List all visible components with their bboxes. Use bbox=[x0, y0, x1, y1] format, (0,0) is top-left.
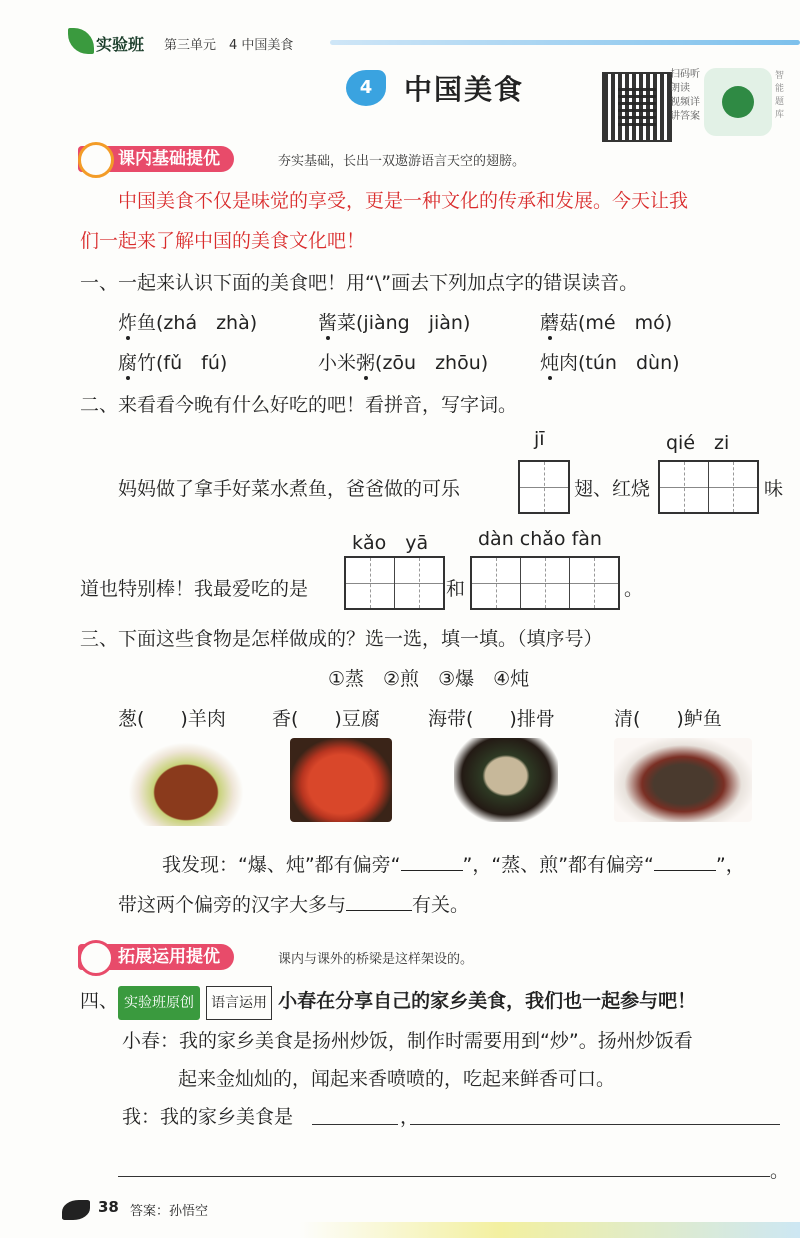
writing-grid-qiezi[interactable] bbox=[658, 460, 759, 514]
qr-caption: 扫码听朗读 视频详讲答案 bbox=[670, 69, 700, 122]
q4-xiaochun-line-2: 起来金灿灿的，闻起来香喷喷的，吃起来鲜香可口。 bbox=[178, 1068, 616, 1090]
q3-food-2: 香( )豆腐 bbox=[272, 708, 380, 730]
dotted-char: 炖 bbox=[540, 352, 560, 374]
q2-sentence-2c: 。 bbox=[624, 578, 644, 600]
q3-finding-line-1: 我发现：“爆、炖”都有偏旁“ ”，“蒸、煎”都有偏旁“ ”， bbox=[162, 854, 745, 876]
writing-grid-danchaofan[interactable] bbox=[470, 556, 620, 610]
q1-item-1: 炸鱼(zhá zhà) bbox=[118, 312, 258, 334]
q1-item-2: 酱菜(jiàng jiàn) bbox=[318, 312, 471, 334]
tag-original: 实验班原创 bbox=[118, 986, 200, 1020]
page-footer bbox=[0, 1196, 800, 1238]
q4-comma: ， bbox=[400, 1106, 420, 1128]
food-photo-ribs bbox=[454, 738, 558, 822]
dotted-char: 酱 bbox=[318, 312, 338, 334]
app-caption: 智能题库 bbox=[775, 71, 785, 120]
section-motto: 课内与课外的桥梁是这样架设的。 bbox=[278, 952, 474, 967]
unit-label: 第三单元 4 中国美食 bbox=[164, 38, 294, 53]
app-logo-icon bbox=[704, 68, 772, 136]
pinyin-danchaofan: dàn chǎo fàn bbox=[478, 528, 602, 550]
q3-options: ①蒸 ②煎 ③爆 ④炖 bbox=[328, 668, 530, 690]
dotted-char: 粥 bbox=[356, 352, 376, 374]
section-banner-extension bbox=[78, 944, 778, 972]
q3-food-4: 清( )鲈鱼 bbox=[614, 708, 722, 730]
question-3-title: 三、下面这些食物是怎样做成的？选一选，填一填。（填序号） bbox=[80, 628, 603, 650]
food-photo-lamb bbox=[128, 742, 244, 826]
q1-item-3: 蘑菇(mé mó) bbox=[540, 312, 673, 334]
q4-me-label: 我：我的家乡美食是 bbox=[122, 1106, 294, 1128]
food-photo-tofu bbox=[290, 738, 392, 822]
section-banner-basic bbox=[78, 146, 778, 174]
section-motto: 夯实基础，长出一双遨游语言天空的翅膀。 bbox=[278, 154, 526, 169]
q1-item-5: 小米粥(zōu zhōu) bbox=[318, 352, 489, 374]
q3-finding-line-2: 带这两个偏旁的汉字大多与 有关。 bbox=[118, 894, 470, 916]
q2-sentence-2a: 道也特别棒！我最爱吃的是 bbox=[80, 578, 309, 600]
monkey-icon bbox=[62, 1200, 90, 1220]
description-blank-2[interactable] bbox=[118, 1176, 770, 1177]
answer-blank[interactable] bbox=[654, 870, 716, 871]
q3-food-3: 海带( )排骨 bbox=[428, 708, 555, 730]
qr-code-icon[interactable] bbox=[602, 72, 672, 142]
rainbow-icon bbox=[78, 142, 114, 178]
lesson-number-badge: 4 bbox=[346, 70, 386, 106]
q2-sentence-1a: 妈妈做了拿手好菜水煮鱼，爸爸做的可乐 bbox=[118, 478, 461, 500]
q4-xiaochun-line-1: 小春：我的家乡美食是扬州炒饭，制作时需要用到“炒”。扬州炒饭看 bbox=[122, 1030, 693, 1052]
question-4-title: 四、 实验班原创 语言运用 小春在分享自己的家乡美食，我们也一起参与吧！ bbox=[80, 986, 696, 1020]
page-header bbox=[60, 28, 800, 58]
fish-icon bbox=[78, 940, 114, 976]
leaf-logo-icon bbox=[68, 28, 94, 54]
hometown-food-blank[interactable] bbox=[312, 1124, 398, 1125]
brand-name: 实验班 bbox=[96, 35, 145, 54]
header-divider bbox=[330, 40, 800, 45]
q1-item-6: 炖肉(tún dùn) bbox=[540, 352, 680, 374]
writing-grid-ji[interactable] bbox=[518, 460, 570, 514]
footer-answer: 答案：孙悟空 bbox=[130, 1204, 209, 1219]
footer-decoration bbox=[300, 1222, 800, 1238]
intro-line-1: 中国美食不仅是味觉的享受，更是一种文化的传承和发展。今天让我 bbox=[118, 190, 689, 212]
page-number: 38 bbox=[98, 1198, 119, 1216]
description-blank-1[interactable] bbox=[410, 1124, 780, 1125]
pinyin-qiezi: qié zi bbox=[666, 432, 730, 454]
q2-sentence-1b: 翅、红烧 bbox=[574, 478, 651, 500]
tag-language-use: 语言运用 bbox=[206, 986, 272, 1020]
section-label: 拓展运用提优 bbox=[78, 944, 234, 970]
answer-blank[interactable] bbox=[346, 910, 412, 911]
pinyin-ji: jī bbox=[534, 428, 545, 450]
dotted-char: 蘑 bbox=[540, 312, 560, 334]
dotted-char: 炸 bbox=[118, 312, 138, 334]
lesson-title: 中国美食 bbox=[404, 73, 525, 106]
answer-blank[interactable] bbox=[401, 870, 463, 871]
question-2-title: 二、来看看今晚有什么好吃的吧！看拼音，写字词。 bbox=[80, 394, 518, 416]
q1-item-4: 腐竹(fǔ fú) bbox=[118, 352, 228, 374]
section-label: 课内基础提优 bbox=[78, 146, 234, 172]
food-photo-fish bbox=[614, 738, 752, 822]
q4-period: 。 bbox=[770, 1160, 790, 1182]
pinyin-kaoya: kǎo yā bbox=[352, 532, 429, 554]
question-1-title: 一、一起来认识下面的美食吧！用“\”画去下列加点字的错误读音。 bbox=[80, 272, 639, 294]
writing-grid-kaoya[interactable] bbox=[344, 556, 445, 610]
q2-sentence-1c: 味 bbox=[764, 478, 784, 500]
q3-food-1: 葱( )羊肉 bbox=[118, 708, 226, 730]
dotted-char: 腐 bbox=[118, 352, 138, 374]
intro-line-2: 们一起来了解中国的美食文化吧！ bbox=[80, 230, 366, 252]
q2-sentence-2b: 和 bbox=[446, 578, 466, 600]
